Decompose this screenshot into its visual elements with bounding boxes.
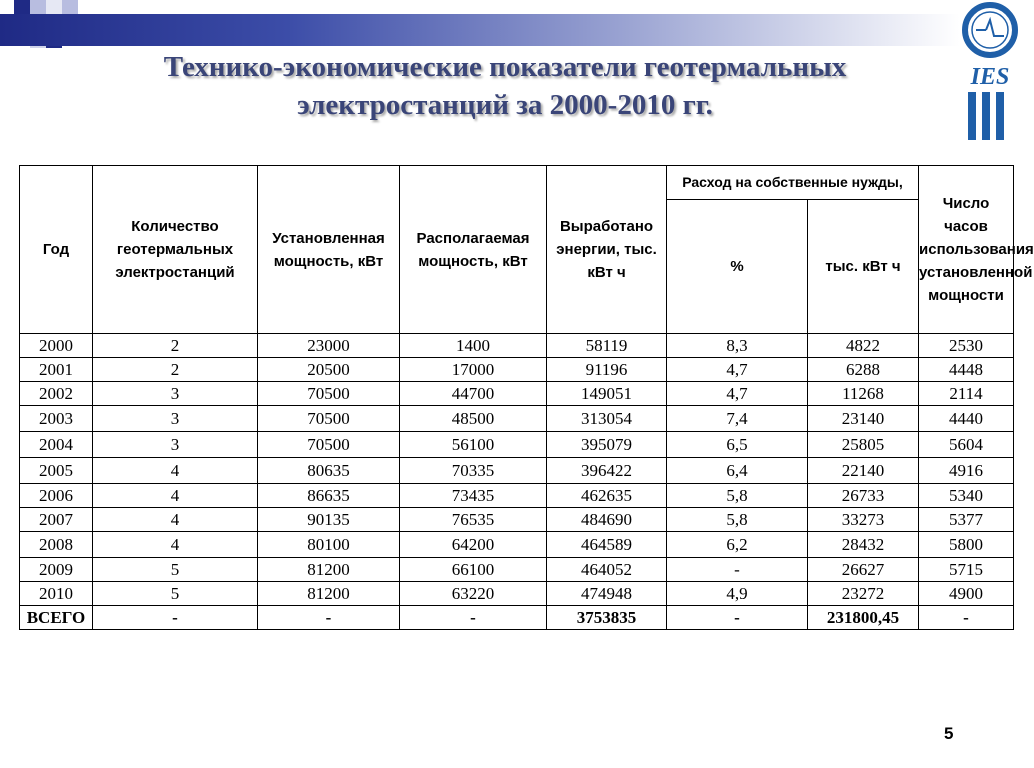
cell-available: 64200 [400,532,547,558]
cell-generated: 91196 [547,358,667,382]
cell-installed: 70500 [258,432,400,458]
cell-plants: 3 [93,406,258,432]
cell-pct: 6,2 [667,532,808,558]
cell-hours: 4900 [919,582,1014,606]
slide-title: Технико-экономические показатели геотермальных электростанций за 2000-2010 гг. [163,51,847,121]
cell-year: 2004 [20,432,93,458]
cell-installed: 70500 [258,382,400,406]
cell-pct: 4,9 [667,582,808,606]
cell-available: 76535 [400,508,547,532]
cell-hours: 4916 [919,458,1014,484]
indicators-table [19,165,1034,630]
cell-installed: 23000 [258,334,400,358]
cell-installed: 20500 [258,358,400,382]
table-row [20,334,1014,358]
table-row [20,432,1014,458]
cell-plants: 4 [93,508,258,532]
cell-generated: 464052 [547,558,667,582]
table-row [20,508,1014,532]
cell-pct: 5,8 [667,508,808,532]
cell-kwh: 25805 [808,432,919,458]
cell-available: 63220 [400,582,547,606]
table-row [20,406,1014,432]
cell-generated: 396422 [547,458,667,484]
cell-plants: 5 [93,582,258,606]
cell-plants: 4 [93,484,258,508]
cell-hours: 5800 [919,532,1014,558]
table-total-row [20,606,1014,630]
cell-hours: 2530 [919,334,1014,358]
cell-kwh: 11268 [808,382,919,406]
cell-year: 2000 [20,334,93,358]
cell-kwh: 23272 [808,582,919,606]
table-row [20,558,1014,582]
header-installed: Установленная мощность, кВт [258,166,400,334]
cell-kwh: 4822 [808,334,919,358]
cell-kwh: 26733 [808,484,919,508]
cell-generated: 313054 [547,406,667,432]
total-cell-plants: - [93,606,258,630]
cell-available: 56100 [400,432,547,458]
cell-year: 2003 [20,406,93,432]
cell-pct: 7,4 [667,406,808,432]
header-hours: Число часов использования установленной мощности [919,166,1014,334]
cell-year: 2002 [20,382,93,406]
header-plants: Количество геотермальных электростанций [93,166,258,334]
cell-kwh: 22140 [808,458,919,484]
cell-hours: 2114 [919,382,1014,406]
header-available: Располагаемая мощность, кВт [400,166,547,334]
cell-installed: 90135 [258,508,400,532]
total-cell-pct: - [667,606,808,630]
cell-pct: 4,7 [667,382,808,406]
cell-available: 17000 [400,358,547,382]
cell-year: 2010 [20,582,93,606]
header-own-needs: Расход на собственные нужды, [667,166,919,200]
cell-hours: 5715 [919,558,1014,582]
table-row [20,582,1014,606]
cell-available: 70335 [400,458,547,484]
cell-kwh: 6288 [808,358,919,382]
cell-available: 73435 [400,484,547,508]
logo-text: IES [970,64,1010,90]
header-bar [0,14,960,46]
cell-installed: 86635 [258,484,400,508]
cell-installed: 80100 [258,532,400,558]
cell-generated: 464589 [547,532,667,558]
cell-pct: 5,8 [667,484,808,508]
table-body [20,334,1014,630]
cell-hours: 5340 [919,484,1014,508]
cell-plants: 2 [93,358,258,382]
cell-year: 2006 [20,484,93,508]
cell-plants: 3 [93,382,258,406]
header-year: Год [20,166,93,334]
cell-pct: 6,5 [667,432,808,458]
total-cell-kwh: 231800,45 [808,606,919,630]
total-cell-installed: - [258,606,400,630]
cell-plants: 5 [93,558,258,582]
total-cell-generated: 3753835 [547,606,667,630]
cell-generated: 395079 [547,432,667,458]
cell-year: 2001 [20,358,93,382]
cell-installed: 81200 [258,582,400,606]
header-own-needs-kwh: тыс. кВт ч [808,200,919,334]
cell-year: 2008 [20,532,93,558]
cell-pct: 6,4 [667,458,808,484]
table-row [20,532,1014,558]
cell-hours: 4440 [919,406,1014,432]
cell-kwh: 23140 [808,406,919,432]
cell-installed: 81200 [258,558,400,582]
cell-pct: - [667,558,808,582]
cell-year: 2009 [20,558,93,582]
cell-kwh: 28432 [808,532,919,558]
clock-logo-icon [956,0,1024,150]
cell-installed: 70500 [258,406,400,432]
cell-plants: 2 [93,334,258,358]
cell-generated: 58119 [547,334,667,358]
cell-generated: 474948 [547,582,667,606]
cell-generated: 462635 [547,484,667,508]
cell-year: 2007 [20,508,93,532]
cell-plants: 4 [93,458,258,484]
cell-available: 44700 [400,382,547,406]
table-row [20,458,1014,484]
cell-year: 2005 [20,458,93,484]
cell-available: 1400 [400,334,547,358]
cell-kwh: 33273 [808,508,919,532]
header-generated: Выработано энергии, тыс. кВт ч [547,166,667,334]
cell-hours: 5604 [919,432,1014,458]
table-row [20,382,1014,406]
cell-installed: 80635 [258,458,400,484]
cell-pct: 8,3 [667,334,808,358]
page-number: 5 [944,724,954,743]
cell-plants: 3 [93,432,258,458]
cell-pct: 4,7 [667,358,808,382]
cell-available: 66100 [400,558,547,582]
cell-hours: 5377 [919,508,1014,532]
table-row [20,358,1014,382]
cell-available: 48500 [400,406,547,432]
cell-hours: 4448 [919,358,1014,382]
cell-generated: 484690 [547,508,667,532]
cell-plants: 4 [93,532,258,558]
cell-generated: 149051 [547,382,667,406]
header-own-needs-pct: % [667,200,808,334]
table-row [20,484,1014,508]
total-cell-available: - [400,606,547,630]
cell-kwh: 26627 [808,558,919,582]
total-cell-year: ВСЕГО [20,606,93,630]
total-cell-hours: - [919,606,1014,630]
